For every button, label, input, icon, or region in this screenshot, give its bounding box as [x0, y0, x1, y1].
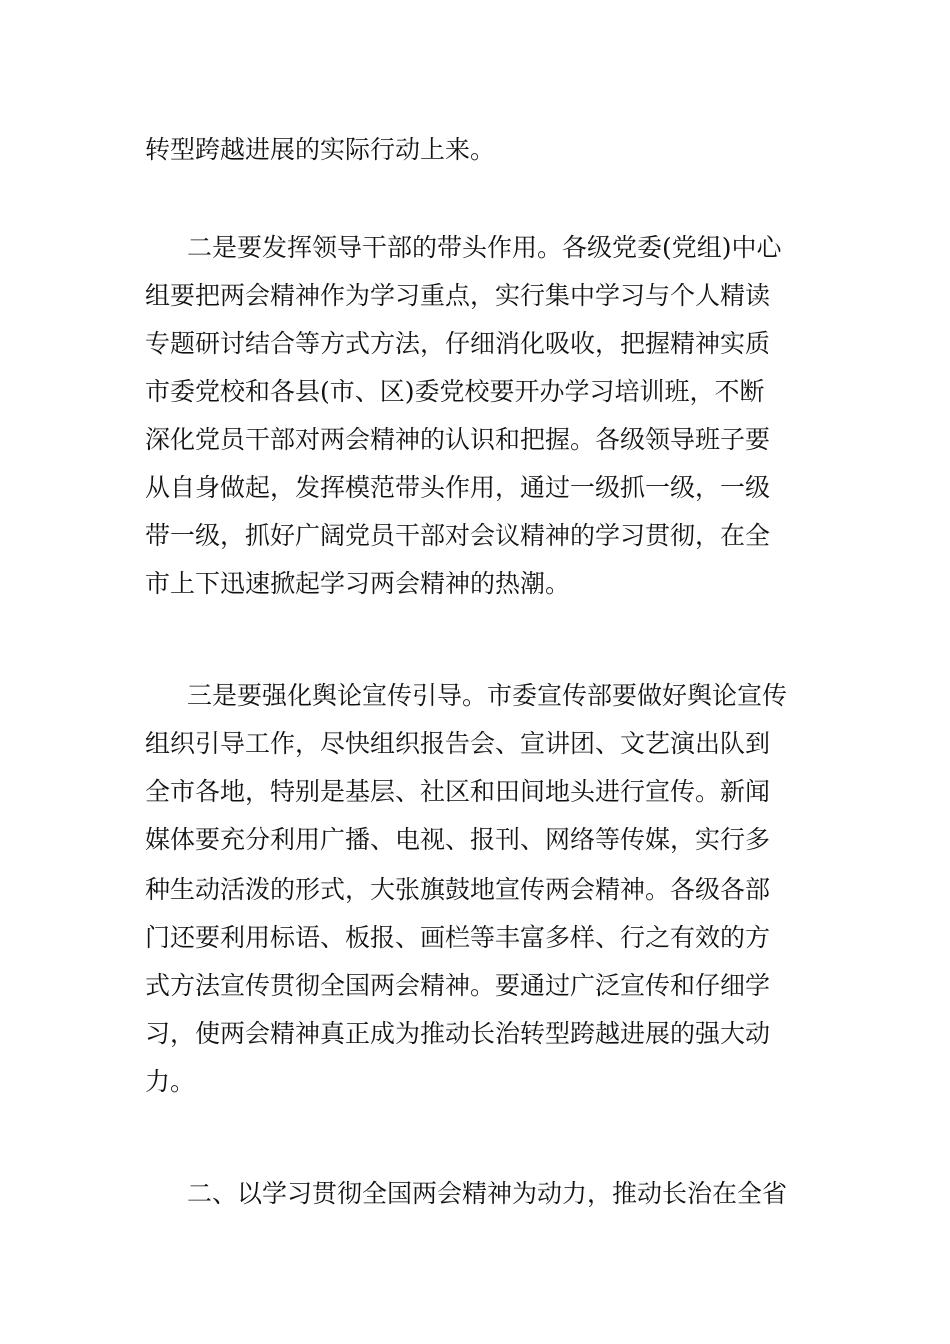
paragraph-1-line-1: 转型跨越进展的实际行动上来。 — [145, 135, 496, 164]
paragraph-3-line-3: 全市各地，特别是基层、社区和田间地头进行宣传。新闻 — [145, 777, 771, 806]
paragraph-3-line-6: 门还要利用标语、板报、画栏等丰富多样、行之有效的方 — [145, 923, 771, 952]
paragraph-3-line-9: 力。 — [145, 1067, 196, 1096]
paragraph-4-line-1: 二、以学习贯彻全国两会精神为动力，推动长治在全省 — [187, 1179, 788, 1208]
paragraph-3-line-2: 组织引导工作，尽快组织报告会、宣讲团、文艺演出队到 — [145, 729, 771, 758]
paragraph-2-line-3: 专题研讨结合等方式方法，仔细消化吸收，把握精神实质 — [145, 329, 771, 358]
paragraph-2-line-8: 市上下迅速掀起学习两会精神的热潮。 — [145, 569, 571, 598]
paragraph-3-line-8: 习，使两会精神真正成为推动长治转型跨越进展的强大动 — [145, 1019, 771, 1048]
paragraph-2-line-5: 深化党员干部对两会精神的认识和把握。各级领导班子要 — [145, 425, 771, 454]
paragraph-3-line-1: 三是要强化舆论宣传引导。市委宣传部要做好舆论宣传 — [187, 681, 788, 710]
paragraph-2-line-4: 市委党校和各县(市、区)委党校要开办学习培训班，不断 — [145, 377, 765, 406]
paragraph-2-line-7: 带一级，抓好广阔党员干部对会议精神的学习贯彻，在全 — [145, 521, 771, 550]
paragraph-2-line-2: 组要把两会精神作为学习重点，实行集中学习与个人精读 — [145, 281, 771, 310]
paragraph-2-line-6: 从自身做起，发挥模范带头作用，通过一级抓一级，一级 — [145, 473, 771, 502]
paragraph-3-line-4: 媒体要充分利用广播、电视、报刊、网络等传媒，实行多 — [145, 825, 771, 854]
paragraph-2-line-1: 二是要发挥领导干部的带头作用。各级党委(党组)中心 — [187, 233, 782, 262]
paragraph-3-line-7: 式方法宣传贯彻全国两会精神。要通过广泛宣传和仔细学 — [145, 971, 771, 1000]
paragraph-3-line-5: 种生动活泼的形式，大张旗鼓地宣传两会精神。各级各部 — [145, 875, 771, 904]
